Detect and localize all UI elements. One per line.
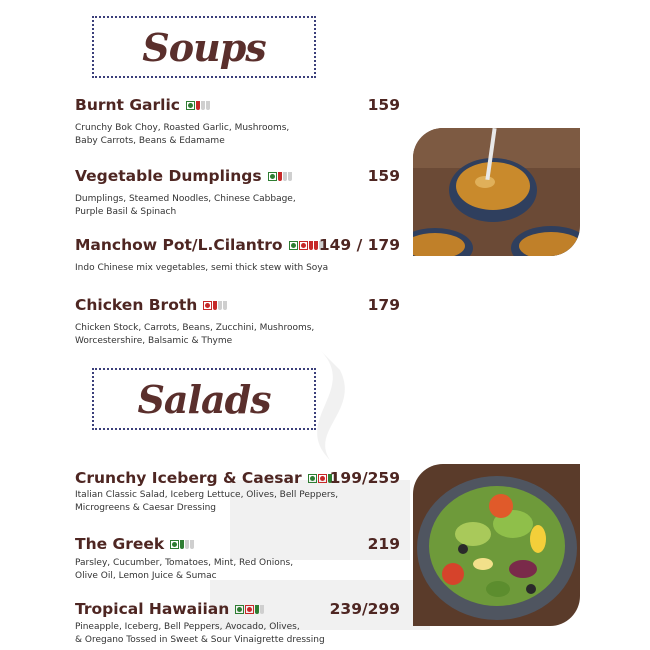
item-name: Burnt Garlic	[75, 96, 180, 114]
veg-spice-icon	[268, 172, 292, 181]
item-description: Chicken Stock, Carrots, Beans, Zucchini, Mushrooms, Worcestershire, Balsamic & Thyme	[75, 323, 315, 346]
item-description: Parsley, Cucumber, Tomatoes, Mint, Red Onions, Olive Oil, Lemon Juice & Sumac	[75, 558, 294, 581]
soups-title: Soups	[142, 24, 266, 70]
veg-nonveg-spice-icon	[289, 241, 323, 250]
item-description: Pineapple, Iceberg, Bell Peppers, Avocado, Olives, & Oregano Tossed in Sweet & Sour Vinaigrette dressing	[75, 622, 325, 645]
menu-item-the-greek[interactable]	[75, 535, 400, 583]
item-price: 159	[367, 96, 400, 114]
veg-spice-icon	[170, 540, 194, 549]
item-name: Chicken Broth	[75, 296, 198, 314]
item-name: The Greek	[75, 535, 165, 553]
item-name: Vegetable Dumplings	[75, 167, 262, 185]
item-name: Tropical Hawaiian	[75, 600, 230, 618]
item-price: 159	[367, 167, 400, 185]
item-description: Dumplings, Steamed Noodles, Chinese Cabbage, Purple Basil & Spinach	[75, 194, 296, 217]
item-price: 179	[367, 296, 400, 314]
item-price: 239/299	[329, 600, 400, 618]
menu-item-burnt-garlic[interactable]	[75, 96, 400, 148]
item-price: 149 / 179	[318, 236, 400, 254]
nonveg-spice-icon	[203, 301, 227, 310]
menu-item-crunchy-iceberg-caesar[interactable]	[75, 469, 400, 515]
salads-title: Salads	[137, 376, 271, 422]
soup-photo	[413, 128, 580, 256]
menu-item-manchow-pot[interactable]	[75, 236, 400, 275]
veg-spice-icon	[186, 101, 210, 110]
menu-item-tropical-hawaiian[interactable]	[75, 600, 400, 647]
soups-section-header	[92, 16, 316, 78]
menu-item-vegetable-dumplings[interactable]	[75, 167, 400, 219]
salads-section-header	[92, 368, 316, 430]
item-price: 199/259	[329, 469, 400, 487]
item-name: Crunchy Iceberg & Caesar	[75, 469, 302, 487]
menu-item-chicken-broth[interactable]	[75, 296, 400, 348]
item-description: Indo Chinese mix vegetables, semi thick stew with Soya	[75, 263, 329, 273]
veg-nonveg-spice-icon	[235, 605, 264, 614]
item-description: Crunchy Bok Choy, Roasted Garlic, Mushrooms, Baby Carrots, Beans & Edamame	[75, 123, 290, 146]
item-price: 219	[367, 535, 400, 553]
item-description: Italian Classic Salad, Iceberg Lettuce, Olives, Bell Peppers, Microgreens & Caesar Dressing	[75, 490, 339, 513]
item-name: Manchow Pot/L.Cilantro	[75, 236, 283, 254]
salad-photo	[413, 464, 580, 626]
